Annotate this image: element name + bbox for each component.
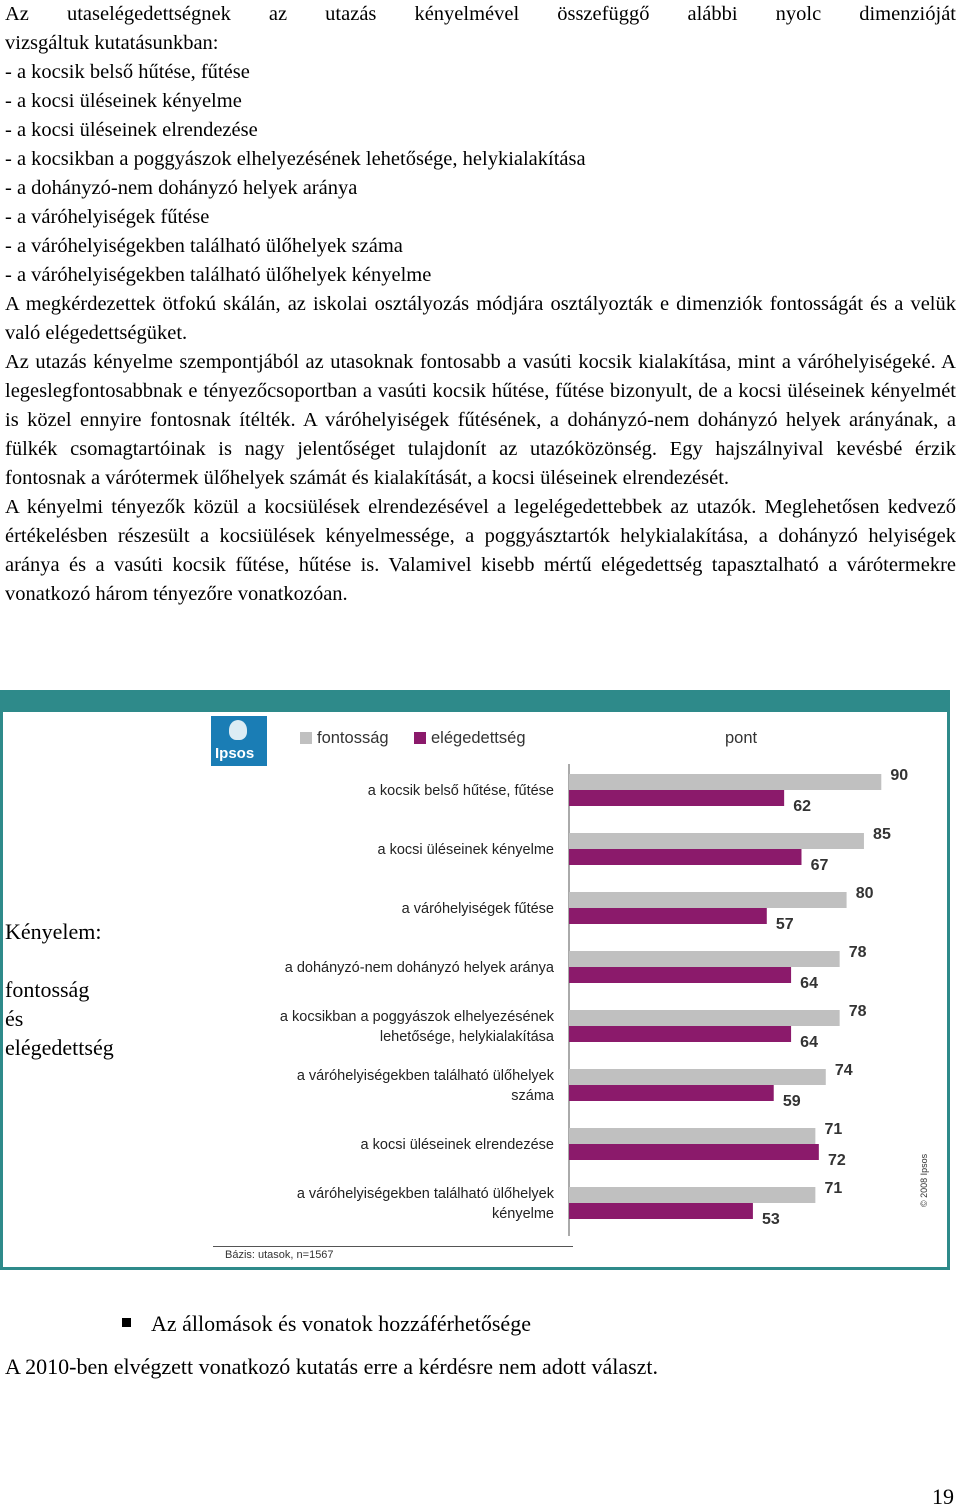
side-label-title: Kényelem: bbox=[5, 919, 102, 944]
bar-fontossag bbox=[569, 951, 840, 967]
category-label: a váróhelyiségekben található ülőhelyek bbox=[296, 1068, 554, 1084]
side-label-line: fontosság bbox=[5, 977, 90, 1002]
side-label-line: és bbox=[5, 1006, 24, 1031]
data-label-elegedettseg: 72 bbox=[827, 1152, 846, 1169]
section-answer: A 2010-ben elvégzett vonatkozó kutatás erre a kérdésre nem adott választ. bbox=[5, 1354, 659, 1379]
category-label: a kocsi üléseinek elrendezése bbox=[360, 1137, 554, 1153]
bar-fontossag bbox=[569, 1069, 826, 1085]
copyright-note: © 2008 Ipsos bbox=[919, 1153, 929, 1207]
dimension-item: - a kocsi üléseinek kényelme bbox=[5, 90, 242, 112]
intro-text bbox=[5, 0, 956, 609]
basis-note: Bázis: utasok, n=1567 bbox=[225, 1249, 334, 1261]
bar-elegedettseg bbox=[569, 1026, 791, 1042]
data-label-fontossag: 74 bbox=[834, 1062, 853, 1079]
bar-fontossag bbox=[569, 892, 847, 908]
data-label-elegedettseg: 64 bbox=[800, 1034, 818, 1051]
bar-fontossag bbox=[569, 1010, 840, 1026]
intro-lead-line-1: Az utaselégedettségnek az utazás kényelmével összefüggő alábbi nyolc dimenzióját bbox=[5, 3, 956, 25]
category-label: kényelme bbox=[491, 1206, 554, 1222]
data-label-elegedettseg: 57 bbox=[775, 916, 794, 933]
data-label-elegedettseg: 53 bbox=[762, 1211, 780, 1228]
bar-elegedettseg bbox=[569, 1085, 774, 1101]
legend-label-elegedettseg: elégedettség bbox=[431, 729, 526, 747]
category-label: a kocsikban a poggyászok elhelyezésének bbox=[279, 1009, 554, 1025]
data-label-elegedettseg: 62 bbox=[793, 798, 812, 815]
bullet-square-icon bbox=[122, 1318, 131, 1327]
logo-text: Ipsos bbox=[215, 745, 255, 762]
bar-fontossag bbox=[569, 1128, 815, 1144]
data-label-fontossag: 85 bbox=[873, 826, 891, 843]
category-label: a kocsi üléseinek kényelme bbox=[377, 842, 554, 858]
satisfaction-paragraph: A kényelmi tényezők közül a kocsiülések elrendezésével a legelégedettebbek az utazók. Meglehetősen kedvező értékelésben részesült a kocsiülések kényelmessége, a poggyásztartók helykialakítása, a dohányzó helyiségek aránya és a vasúti kocsik fűtése, hűtése is. Valamivel kisebb mértű elégedettség tapasztalható a várótermekre vonatkozó három tényezőre vonatkozóan. bbox=[5, 496, 956, 605]
data-label-fontossag: 90 bbox=[890, 767, 909, 784]
data-label-elegedettseg: 64 bbox=[800, 975, 818, 992]
category-label: a váróhelyiségekben található ülőhelyek bbox=[296, 1186, 554, 1202]
category-label: a dohányzó-nem dohányzó helyek aránya bbox=[284, 960, 554, 976]
bar-elegedettseg bbox=[569, 908, 767, 924]
category-label: száma bbox=[511, 1088, 554, 1104]
side-label-line: elégedettség bbox=[5, 1035, 114, 1060]
bar-fontossag bbox=[569, 833, 864, 849]
data-label-fontossag: 78 bbox=[848, 1003, 867, 1020]
dimension-item: - a dohányzó-nem dohányzó helyek aránya bbox=[5, 177, 358, 199]
bar-elegedettseg bbox=[569, 790, 784, 806]
unit-label: pont bbox=[725, 729, 758, 747]
dimension-item: - a váróhelyiségekben található ülőhelyek kényelme bbox=[5, 264, 432, 286]
data-label-elegedettseg: 59 bbox=[782, 1093, 801, 1110]
category-label: a kocsik belső hűtése, fűtése bbox=[367, 783, 554, 799]
dimension-item: - a kocsik belső hűtése, fűtése bbox=[5, 61, 250, 83]
intro-lead-line-2: vizsgáltuk kutatásunkban: bbox=[5, 32, 219, 54]
bar-elegedettseg bbox=[569, 849, 801, 865]
section-heading-text: Az állomások és vonatok hozzáférhetősége bbox=[151, 1311, 531, 1336]
data-label-fontossag: 78 bbox=[848, 944, 867, 961]
data-label-fontossag: 71 bbox=[824, 1121, 843, 1138]
bar-fontossag bbox=[569, 1187, 815, 1203]
dimension-item: - a kocsi üléseinek elrendezése bbox=[5, 119, 258, 141]
importance-paragraph: Az utazás kényelme szempontjából az utasoknak fontosabb a vasúti kocsik kialakítása, mint a váróhelyiségeké. A legeslegfontosabbnak e tényezőcsoportban a vasúti kocsik hűtése, fűtése bizonyult, de a kocsi üléseinek kényelmét is közel ennyire fontosnak ítélték. A váróhelyiségek fűtésének, a dohányzó-nem dohányzó helyek arányának, a fülkék csomagtartóinak is nagy jelentőséget tulajdonít az utazóközönség. Egy hajszálnyival kevésbé érzik fontosnak a várótermek ülőhelyek számát és kialakítását, a kocsi üléseinek elrendezését. bbox=[5, 351, 956, 489]
data-label-fontossag: 80 bbox=[855, 885, 874, 902]
category-label: a váróhelyiségek fűtése bbox=[401, 901, 554, 917]
legend-label-fontossag: fontosság bbox=[317, 729, 389, 747]
page-number: 19 bbox=[932, 1484, 954, 1509]
data-label-fontossag: 71 bbox=[824, 1180, 843, 1197]
dimension-item: - a váróhelyiségek fűtése bbox=[5, 206, 210, 228]
bar-elegedettseg bbox=[569, 967, 791, 983]
method-paragraph: A megkérdezettek ötfokú skálán, az iskolai osztályozás módjára osztályozták e dimenziók fontosságát és a velük való elégedettségüket. bbox=[5, 293, 956, 344]
bar-chart bbox=[3, 712, 947, 1267]
chart-panel bbox=[0, 690, 950, 1270]
data-label-elegedettseg: 67 bbox=[810, 857, 829, 874]
basis-divider bbox=[213, 1246, 573, 1247]
bar-elegedettseg bbox=[569, 1144, 819, 1160]
category-label: lehetősége, helykialakítása bbox=[379, 1029, 554, 1045]
bar-elegedettseg bbox=[569, 1203, 753, 1219]
bar-fontossag bbox=[569, 774, 881, 790]
section-heading bbox=[122, 1311, 531, 1337]
dimension-item: - a váróhelyiségekben található ülőhelyek száma bbox=[5, 235, 403, 257]
dimension-item: - a kocsikban a poggyászok elhelyezésének lehetősége, helykialakítása bbox=[5, 148, 586, 170]
